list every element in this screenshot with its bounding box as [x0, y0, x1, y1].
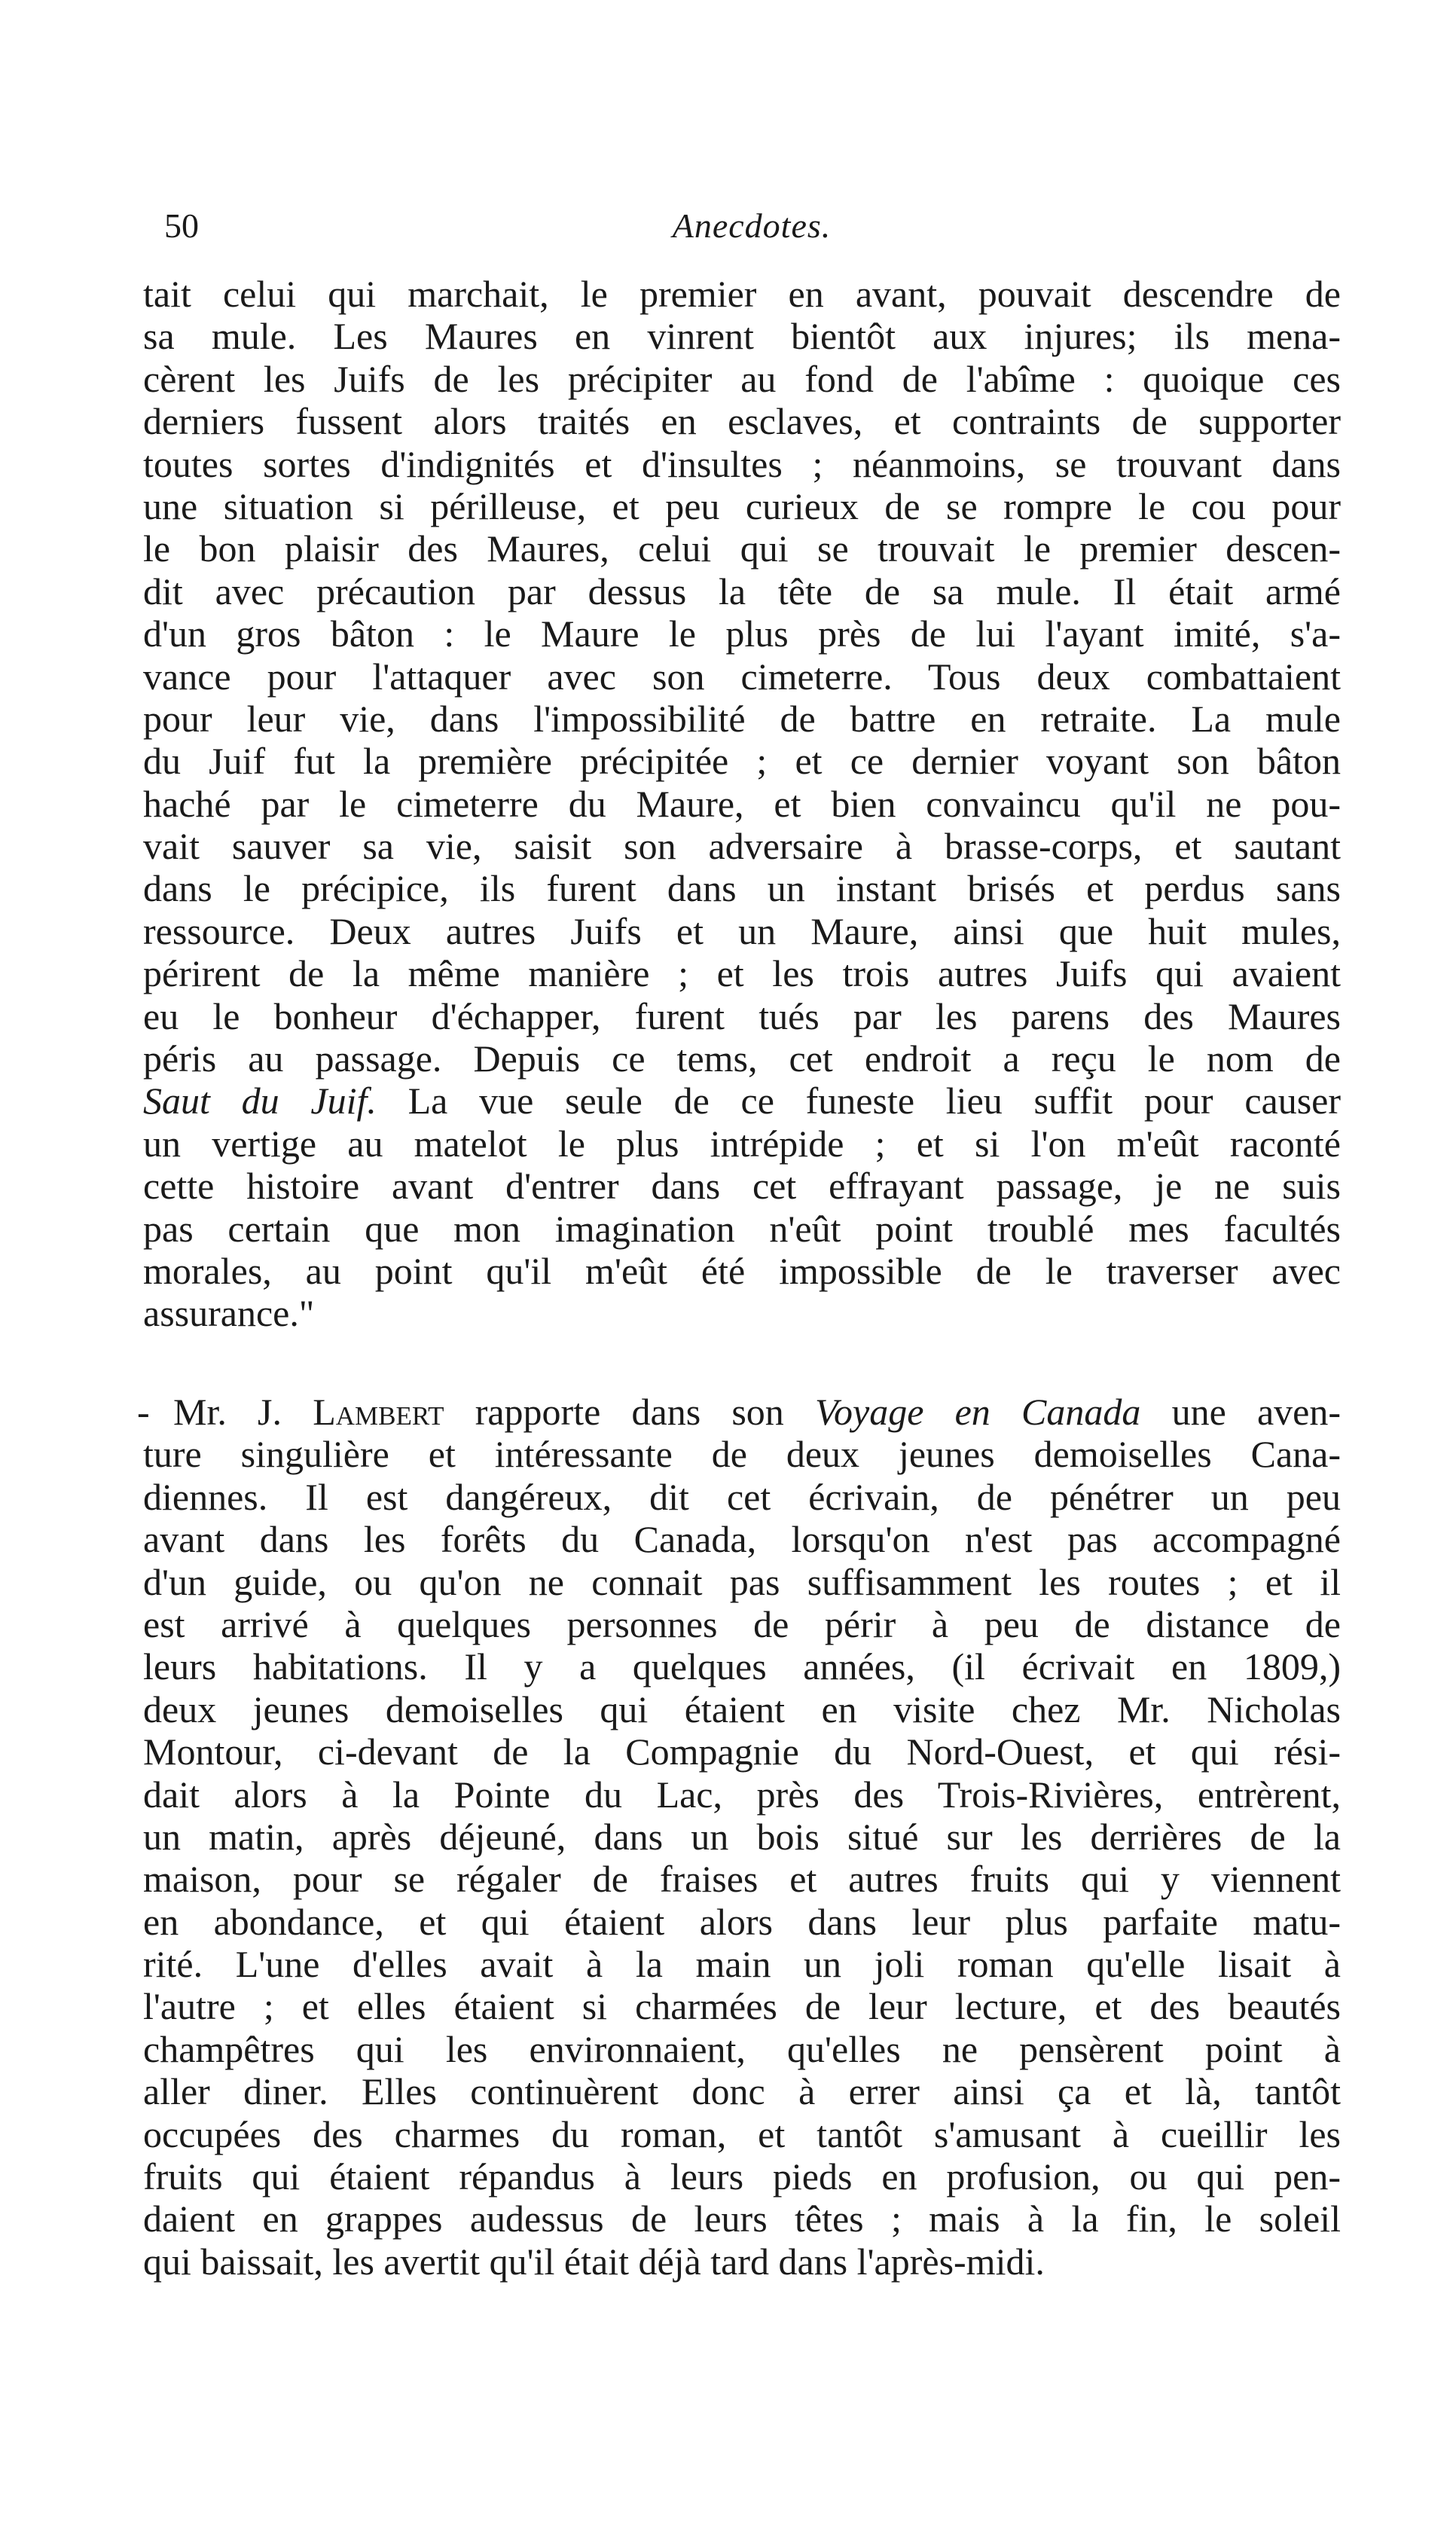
- text-line: pas certain que mon imagination n'eût point troublé mes facultés: [143, 1207, 1341, 1250]
- text-fragment: Mr. J.: [173, 1391, 313, 1433]
- text-line: un vertige au matelot le plus intrépide ; et si l'on m'eût raconté: [143, 1122, 1341, 1165]
- text-line: dait alors à la Pointe du Lac, près des Trois-Rivières, entrèrent,: [143, 1773, 1341, 1816]
- text-line: le bon plaisir des Maures, celui qui se trouvait le premier descen-: [143, 527, 1341, 570]
- paragraph-2: [143, 1391, 1341, 2283]
- text-line: rité. L'une d'elles avait à la main un joli roman qu'elle lisait à: [143, 1943, 1341, 1986]
- text-line: une situation si périlleuse, et peu curieux de se rompre le cou pour: [143, 484, 1341, 527]
- text-line: champêtres qui les environnaient, qu'elles ne pensèrent point à: [143, 2027, 1341, 2070]
- text-line-rest: La vue seule de ce funeste lieu suffit pour causer: [407, 1080, 1341, 1122]
- page-header: [164, 203, 1339, 249]
- text-line: dans le précipice, ils furent dans un instant brisés et perdus sans: [143, 867, 1341, 910]
- text-line-first: [143, 1391, 1341, 1433]
- text-line: Montour, ci-devant de la Compagnie du Nord-Ouest, et qui rési-: [143, 1730, 1341, 1773]
- text-line-with-italic: [143, 1080, 1341, 1122]
- text-line: d'un guide, ou qu'on ne connait pas suffisamment les routes ; et il: [143, 1560, 1341, 1603]
- text-line: diennes. Il est dangéreux, dit cet écrivain, de pénétrer un peu: [143, 1475, 1341, 1518]
- paragraph-dash: -: [137, 1391, 150, 1433]
- text-line: cette histoire avant d'entrer dans cet effrayant passage, je ne suis: [143, 1165, 1341, 1208]
- text-line: aller diner. Elles continuèrent donc à errer ainsi ça et là, tantôt: [143, 2070, 1341, 2113]
- text-line: maison, pour se régaler de fraises et autres fruits qui y viennent: [143, 1858, 1341, 1901]
- text-line: assurance.": [143, 1292, 315, 1335]
- text-line: cèrent les Juifs de les précipiter au fond de l'abîme : quoique ces: [143, 357, 1341, 400]
- text-line: ture singulière et intéressante de deux jeunes demoiselles Cana-: [143, 1433, 1341, 1476]
- text-line: morales, au point qu'il m'eût été impossible de le traverser avec: [143, 1249, 1341, 1292]
- text-line: vait sauver sa vie, saisit son adversaire à brasse-corps, et sautant: [143, 825, 1341, 868]
- text-line: péris au passage. Depuis ce tems, cet endroit a reçu le nom de: [143, 1037, 1341, 1080]
- text-line: haché par le cimeterre du Maure, et bien convaincu qu'il ne pou-: [143, 782, 1341, 825]
- text-line: occupées des charmes du roman, et tantôt s'amusant à cueillir les: [143, 2112, 1341, 2155]
- running-title: Anecdotes.: [672, 206, 832, 245]
- text-line: du Juif fut la première précipitée ; et ce dernier voyant son bâton: [143, 740, 1341, 783]
- text-line: d'un gros bâton : le Maure le plus près de lui l'ayant imité, s'a-: [143, 612, 1341, 655]
- text-line: tait celui qui marchait, le premier en avant, pouvait descendre de: [143, 273, 1341, 315]
- text-line: derniers fussent alors traités en esclaves, et contraints de supporter: [143, 400, 1341, 443]
- text-line: sa mule. Les Maures en vinrent bientôt aux injures; ils mena-: [143, 315, 1341, 358]
- text-line: daient en grappes audessus de leurs têtes ; mais à la fin, le soleil: [143, 2198, 1341, 2240]
- text-line: est arrivé à quelques personnes de périr à peu de distance de: [143, 1602, 1341, 1645]
- text-line: deux jeunes demoiselles qui étaient en visite chez Mr. Nicholas: [143, 1688, 1341, 1730]
- text-line: qui baissait, les avertit qu'il était déjà tard dans l'après-midi.: [143, 2240, 1045, 2283]
- book-title: Voyage en Canada: [815, 1391, 1141, 1433]
- text-line: ressource. Deux autres Juifs et un Maure, ainsi que huit mules,: [143, 909, 1341, 952]
- text-line: dit avec précaution par dessus la tête de sa mule. Il était armé: [143, 570, 1341, 612]
- text-line: avant dans les forêts du Canada, lorsqu'on n'est pas accompagné: [143, 1518, 1341, 1561]
- text-fragment: rapporte dans son: [444, 1391, 816, 1433]
- italic-place-name: Saut du Juif.: [143, 1080, 377, 1122]
- text-line: en abondance, et qui étaient alors dans leur plus parfaite matu-: [143, 1900, 1341, 1943]
- text-line: fruits qui étaient répandus à leurs pieds en profusion, ou qui pen-: [143, 2155, 1341, 2198]
- text-line: l'autre ; et elles étaient si charmées de leur lecture, et des beautés: [143, 1985, 1341, 2028]
- text-fragment: une aven-: [1140, 1391, 1341, 1433]
- text-line: un matin, après déjeuné, dans un bois situé sur les derrières de la: [143, 1815, 1341, 1858]
- text-line: toutes sortes d'indignités et d'insultes ; néanmoins, se trouvant dans: [143, 442, 1341, 485]
- paragraph-1: [143, 273, 1341, 1335]
- page-number: 50: [164, 206, 199, 245]
- text-line: vance pour l'attaquer avec son cimeterre. Tous deux combattaient: [143, 655, 1341, 698]
- text-line: eu le bonheur d'échapper, furent tués par les parens des Maures: [143, 994, 1341, 1037]
- text-line: pour leur vie, dans l'impossibilité de battre en retraite. La mule: [143, 697, 1341, 740]
- author-name: Lambert: [313, 1391, 444, 1433]
- text-line: leurs habitations. Il y a quelques années, (il écrivait en 1809,): [143, 1645, 1341, 1688]
- text-line: périrent de la même manière ; et les trois autres Juifs qui avaient: [143, 952, 1341, 995]
